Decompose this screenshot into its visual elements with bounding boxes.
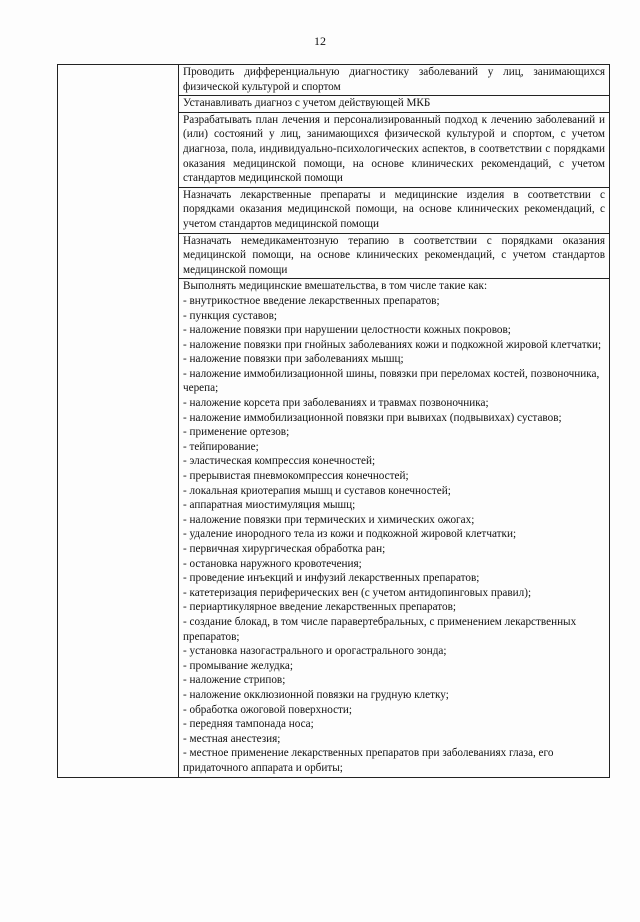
interventions-intro: Выполнять медицинские вмешательства, в том числе такие как: xyxy=(183,280,488,293)
list-item: - периартикулярное введение лекарственных препаратов; xyxy=(183,601,457,614)
list-item: - первичная хирургическая обработка ран; xyxy=(183,543,386,555)
row-treatment-plan: Разрабатывать план лечения и персонализированный подход к лечению заболеваний и (или) состояний у лиц, занимающихся физической культурой и спортом, с учетом диагноза, пола, индивидуально-психологических аспектов, в соответствии с порядками оказания медицинской помощи, на основе клинических рекомендаций, с учетом стандартов медицинской помощи xyxy=(179,112,610,187)
list-item: - аппаратная миостимуляция мышц; xyxy=(183,499,356,512)
row-interventions xyxy=(179,279,610,777)
list-item: - создание блокад, в том числе паравертебральных, с применением лекарственных препаратов; xyxy=(183,615,577,643)
list-item: - местное применение лекарственных препаратов при заболеваниях глаза, его придаточного аппарата и орбиты; xyxy=(183,747,554,774)
left-column-cell xyxy=(58,65,179,778)
list-item: - наложение повязки при термических и химических ожогах; xyxy=(183,513,475,526)
row-differential-diagnosis: Проводить дифференциальную диагностику заболеваний у лиц, занимающихся физической культурой и спортом xyxy=(179,65,610,96)
page-number: 12 xyxy=(314,34,326,48)
list-item: - проведение инъекций и инфузий лекарственных препаратов; xyxy=(183,572,480,585)
list-item: - наложение иммобилизационной шины, повязки при переломах костей, позвоночника, черепа; xyxy=(183,367,600,395)
row-non-drug-therapy: Назначать немедикаментозную терапию в соответствии с порядками оказания медицинской помощи, на основе клинических рекомендаций, с учетом стандартов медицинской помощи xyxy=(179,233,610,279)
list-item: - местная анестезия; xyxy=(183,732,281,745)
row-diagnosis-icd: Устанавливать диагноз с учетом действующей МКБ xyxy=(179,96,610,113)
list-item: - остановка наружного кровотечения; xyxy=(183,557,362,570)
list-item: - наложение повязки при нарушении целостности кожных покровов; xyxy=(183,324,511,337)
list-item: - эластическая компрессия конечностей; xyxy=(183,455,376,468)
list-item: - наложение повязки при заболеваниях мышц; xyxy=(183,353,404,366)
list-item: - наложение иммобилизационной повязки при вывихах (подвывихах) суставов; xyxy=(183,411,562,424)
list-item: - внутрикостное введение лекарственных препаратов; xyxy=(183,294,440,307)
list-item: - наложение стрипов; xyxy=(183,674,286,687)
list-item: - тейпирование; xyxy=(183,440,259,453)
list-item: - прерывистая пневмокомпрессия конечностей; xyxy=(183,470,409,483)
row-prescribe-drugs: Назначать лекарственные препараты и медицинские изделия в соответствии с порядками оказания медицинской помощи, на основе клинических рекомендаций, с учетом стандартов медицинской помощи xyxy=(179,187,610,233)
list-item: - применение ортезов; xyxy=(183,426,290,439)
list-item: - удаление инородного тела из кожи и подкожной жировой клетчатки; xyxy=(183,528,517,541)
list-item: - наложение окклюзионной повязки на грудную клетку; xyxy=(183,688,449,701)
table-row xyxy=(58,65,610,96)
list-item: - передняя тампонада носа; xyxy=(183,718,314,731)
list-item: - пункция суставов; xyxy=(183,309,278,322)
list-item: - установка назогастрального и орогастрального зонда; xyxy=(183,645,447,658)
list-item: - наложение повязки при гнойных заболеваниях кожи и подкожной жировой клетчатки; xyxy=(183,338,602,351)
list-item: - промывание желудка; xyxy=(183,659,293,672)
interventions-list xyxy=(183,294,605,776)
list-item: - обработка ожоговой поверхности; xyxy=(183,703,353,716)
list-item: - катетеризация периферических вен (с учетом антидопинговых правил); xyxy=(183,586,532,599)
list-item: - наложение корсета при заболеваниях и травмах позвоночника; xyxy=(183,397,489,410)
competency-table xyxy=(57,64,610,778)
list-item: - локальная криотерапия мышц и суставов конечностей; xyxy=(183,484,451,497)
